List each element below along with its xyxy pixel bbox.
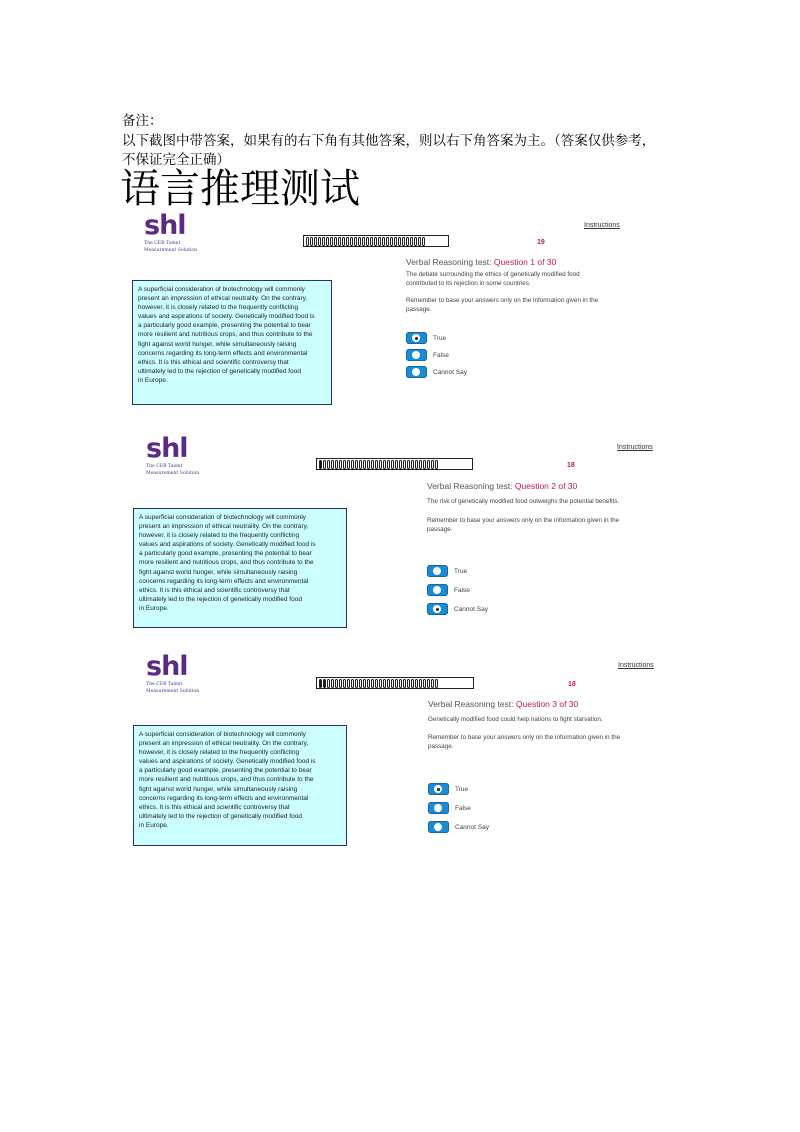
passage-line: more resilient and nutritious crops, and thus contribute to the xyxy=(138,331,313,339)
logo-wordmark: shl xyxy=(144,210,186,241)
progress-tick xyxy=(423,460,426,469)
passage-line: concerns regarding its long-term effects and environmental xyxy=(139,794,309,802)
option-label: False xyxy=(455,804,471,812)
progress-tick xyxy=(367,460,370,469)
test-name: Verbal Reasoning test: xyxy=(406,257,494,267)
progress-tick xyxy=(322,237,325,246)
progress-tick xyxy=(367,679,370,688)
instructions-link[interactable]: Instructions xyxy=(618,662,654,669)
progress-tick xyxy=(314,237,317,246)
radio-button[interactable] xyxy=(428,821,449,833)
progress-tick xyxy=(338,237,341,246)
progress-tick xyxy=(419,679,422,688)
progress-tick xyxy=(366,237,369,246)
answer-option-cannot-say[interactable] xyxy=(428,821,489,833)
radio-button[interactable] xyxy=(427,565,448,577)
progress-tick xyxy=(355,460,358,469)
radio-button[interactable] xyxy=(406,332,427,344)
progress-tick xyxy=(379,679,382,688)
option-label: Cannot Say xyxy=(454,605,488,613)
progress-tick xyxy=(378,237,381,246)
timer-value: 19 xyxy=(537,239,545,246)
progress-tick xyxy=(347,460,350,469)
passage-line: present an impression of ethical neutrality. On the contrary, xyxy=(138,295,308,303)
question-progress-bar xyxy=(316,677,474,689)
answer-option-true[interactable] xyxy=(406,332,446,344)
progress-tick xyxy=(323,679,326,688)
logo-tagline: Measurement Solution xyxy=(144,247,198,253)
option-label: False xyxy=(433,351,449,359)
question-statement xyxy=(428,715,603,724)
passage-line: however, it is closely related to the frequently conflicting xyxy=(138,304,299,312)
passage-line: ultimately led to the rejection of genetically modified food xyxy=(139,812,302,820)
progress-tick xyxy=(395,460,398,469)
logo-wordmark: shl xyxy=(146,651,188,682)
page-title: 语言推理测试 xyxy=(120,166,360,212)
reminder-text xyxy=(427,516,619,534)
progress-tick xyxy=(319,679,322,688)
progress-tick xyxy=(427,460,430,469)
timer-value: 18 xyxy=(567,462,575,469)
progress-tick xyxy=(342,237,345,246)
shl-logo xyxy=(144,212,197,253)
progress-tick xyxy=(335,679,338,688)
progress-tick xyxy=(323,460,326,469)
passage-line: more resilient and nutritious crops, and thus contribute to the xyxy=(139,776,314,784)
progress-tick xyxy=(343,460,346,469)
progress-tick xyxy=(363,679,366,688)
reminder-line: Remember to base your answers only on the information given in the xyxy=(427,517,620,524)
progress-tick xyxy=(415,679,418,688)
instructions-link[interactable]: Instructions xyxy=(617,444,653,451)
progress-tick xyxy=(435,679,438,688)
passage-line: in Europe. xyxy=(139,604,169,612)
passage-line: A superficial consideration of biotechnology will commonly xyxy=(138,286,305,293)
progress-tick xyxy=(334,237,337,246)
progress-tick xyxy=(387,460,390,469)
progress-tick xyxy=(370,237,373,246)
progress-tick xyxy=(330,237,333,246)
radio-button[interactable] xyxy=(427,584,448,596)
answer-option-true[interactable] xyxy=(428,783,468,795)
answer-option-false[interactable] xyxy=(427,584,470,596)
reminder-line: Remember to base your answers only on the information given in the xyxy=(406,297,599,304)
passage-line: values and aspirations of society. Genetically modified food is xyxy=(139,758,316,766)
progress-tick xyxy=(371,679,374,688)
progress-tick xyxy=(363,460,366,469)
progress-tick xyxy=(410,237,413,246)
option-label: Cannot Say xyxy=(455,823,489,831)
question-statement xyxy=(406,270,580,288)
question-title xyxy=(428,699,578,709)
instructions-link[interactable]: Instructions xyxy=(584,222,620,229)
progress-tick xyxy=(347,679,350,688)
progress-tick xyxy=(431,460,434,469)
progress-tick xyxy=(351,460,354,469)
progress-tick xyxy=(346,237,349,246)
progress-tick xyxy=(411,679,414,688)
progress-tick xyxy=(339,460,342,469)
shl-logo xyxy=(146,435,199,476)
passage-line: a particularly good example, presenting the potential to bear xyxy=(138,322,311,330)
progress-tick xyxy=(406,237,409,246)
progress-tick xyxy=(327,460,330,469)
passage-line: in Europe. xyxy=(138,376,168,384)
progress-tick xyxy=(395,679,398,688)
radio-button[interactable] xyxy=(428,783,449,795)
question-statement xyxy=(427,497,619,506)
passage-line: values and aspirations of society. Genetically modified food is xyxy=(138,313,315,321)
logo-tagline: The CEB Talent xyxy=(144,241,181,246)
progress-tick xyxy=(435,460,438,469)
test-screenshot xyxy=(0,653,800,873)
passage-line: concerns regarding its long-term effects and environmental xyxy=(138,349,308,357)
option-label: True xyxy=(454,567,468,575)
progress-tick xyxy=(355,679,358,688)
progress-tick xyxy=(374,237,377,246)
progress-tick xyxy=(431,679,434,688)
answer-option-false[interactable] xyxy=(406,349,449,361)
progress-tick xyxy=(415,460,418,469)
option-label: True xyxy=(455,785,469,793)
answer-option-cannot-say[interactable] xyxy=(406,366,467,378)
progress-tick xyxy=(351,679,354,688)
reminder-line: passage. xyxy=(406,306,432,313)
timer-value: 18 xyxy=(568,681,576,688)
progress-tick xyxy=(411,460,414,469)
progress-tick xyxy=(394,237,397,246)
statement-line: The debate surrounding the ethics of genetically modified food xyxy=(406,271,580,278)
question-number: Question 3 of 30 xyxy=(515,699,579,709)
progress-tick xyxy=(386,237,389,246)
progress-tick xyxy=(402,237,405,246)
test-screenshot xyxy=(0,435,800,655)
progress-tick xyxy=(403,460,406,469)
reminder-text xyxy=(428,733,620,751)
note-line: 以下截图中带答案，如果有的右下角有其他答案，则以右下角答案为主。（答案仅供参考， xyxy=(122,132,656,149)
passage-line: ethics. It is this ethical and scientific controversy that xyxy=(138,358,289,366)
passage-line: fight against world hunger, while simultaneously raising xyxy=(139,785,298,793)
logo-tagline: Measurement Solution xyxy=(146,470,200,476)
question-title xyxy=(406,257,556,267)
passage-line: ultimately led to the rejection of genetically modified food xyxy=(138,367,301,375)
progress-tick xyxy=(427,679,430,688)
radio-button[interactable] xyxy=(406,366,427,378)
question-number: Question 2 of 30 xyxy=(514,481,578,491)
progress-tick xyxy=(331,460,334,469)
answer-option-false[interactable] xyxy=(428,802,471,814)
test-name: Verbal Reasoning test: xyxy=(427,481,515,491)
reminder-line: Remember to base your answers only on the information given in the xyxy=(428,734,621,741)
progress-tick xyxy=(403,679,406,688)
passage-line: more resilient and nutritious crops, and thus contribute to the xyxy=(139,559,314,567)
logo-tagline: The CEB Talent xyxy=(146,682,183,687)
progress-tick xyxy=(318,237,321,246)
passage-line: a particularly good example, presenting the potential to bear xyxy=(139,767,312,775)
progress-tick xyxy=(362,237,365,246)
passage-line: ethics. It is this ethical and scientific controversy that xyxy=(139,586,290,594)
test-name: Verbal Reasoning test: xyxy=(428,699,516,709)
progress-tick xyxy=(375,679,378,688)
note-line: 不保证完全正确） xyxy=(122,152,230,168)
progress-tick xyxy=(375,460,378,469)
reminder-text xyxy=(406,296,598,314)
passage-line: A superficial consideration of biotechnology will commonly xyxy=(139,731,306,738)
progress-tick xyxy=(327,679,330,688)
note-block xyxy=(122,112,682,171)
radio-button[interactable] xyxy=(427,603,448,615)
reading-passage xyxy=(132,280,332,405)
answer-option-true[interactable] xyxy=(427,565,467,577)
question-number: Question 1 of 30 xyxy=(493,257,557,267)
progress-tick xyxy=(383,679,386,688)
radio-button[interactable] xyxy=(428,802,449,814)
reading-passage xyxy=(133,508,347,628)
passage-line: present an impression of ethical neutrality. On the contrary, xyxy=(139,740,309,748)
answer-option-cannot-say[interactable] xyxy=(427,603,488,615)
statement-line: contributed to its rejection in some countries. xyxy=(406,280,531,287)
progress-tick xyxy=(407,460,410,469)
progress-tick xyxy=(319,460,322,469)
passage-line: however, it is closely related to the frequently conflicting xyxy=(139,749,300,757)
progress-tick xyxy=(371,460,374,469)
option-label: True xyxy=(433,334,447,342)
progress-tick xyxy=(419,460,422,469)
progress-tick xyxy=(398,237,401,246)
passage-line: ultimately led to the rejection of genetically modified food xyxy=(139,595,302,603)
progress-tick xyxy=(343,679,346,688)
test-screenshot xyxy=(0,212,800,432)
progress-tick xyxy=(423,679,426,688)
reminder-line: passage. xyxy=(428,743,454,750)
reminder-line: passage. xyxy=(427,526,453,533)
progress-tick xyxy=(391,679,394,688)
progress-tick xyxy=(310,237,313,246)
progress-tick xyxy=(379,460,382,469)
progress-tick xyxy=(339,679,342,688)
progress-tick xyxy=(306,237,309,246)
logo-wordmark: shl xyxy=(146,433,188,464)
passage-line: a particularly good example, presenting the potential to bear xyxy=(139,550,312,558)
question-progress-bar xyxy=(303,235,449,247)
passage-line: in Europe. xyxy=(139,821,169,829)
note-label: 备注： xyxy=(122,113,163,129)
progress-tick xyxy=(407,679,410,688)
question-title xyxy=(427,481,577,491)
progress-tick xyxy=(350,237,353,246)
progress-tick xyxy=(358,237,361,246)
shl-logo xyxy=(146,653,199,694)
passage-line: A superficial consideration of biotechnology will commonly xyxy=(139,514,306,521)
statement-line: The risk of genetically modified food outweighs the potential benefits. xyxy=(427,498,620,505)
progress-tick xyxy=(335,460,338,469)
progress-tick xyxy=(354,237,357,246)
progress-tick xyxy=(359,679,362,688)
progress-tick xyxy=(418,237,421,246)
logo-tagline: The CEB Talent xyxy=(146,464,183,469)
progress-tick xyxy=(391,460,394,469)
progress-tick xyxy=(326,237,329,246)
progress-tick xyxy=(399,460,402,469)
reading-passage xyxy=(133,725,347,846)
passage-line: however, it is closely related to the frequently conflicting xyxy=(139,532,300,540)
progress-tick xyxy=(359,460,362,469)
progress-tick xyxy=(414,237,417,246)
passage-line: ethics. It is this ethical and scientific controversy that xyxy=(139,803,290,811)
progress-tick xyxy=(387,679,390,688)
passage-line: fight against world hunger, while simultaneously raising xyxy=(138,340,297,348)
logo-tagline: Measurement Solution xyxy=(146,688,200,694)
progress-tick xyxy=(422,237,425,246)
question-progress-bar xyxy=(316,458,473,470)
progress-tick xyxy=(399,679,402,688)
passage-line: fight against world hunger, while simultaneously raising xyxy=(139,568,298,576)
option-label: False xyxy=(454,586,470,594)
progress-tick xyxy=(383,460,386,469)
statement-line: Genetically modified food could help nations to fight starvation. xyxy=(428,716,603,723)
passage-line: values and aspirations of society. Genetically modified food is xyxy=(139,541,316,549)
passage-line: concerns regarding its long-term effects and environmental xyxy=(139,577,309,585)
option-label: Cannot Say xyxy=(433,368,467,376)
progress-tick xyxy=(331,679,334,688)
radio-button[interactable] xyxy=(406,349,427,361)
progress-tick xyxy=(382,237,385,246)
progress-tick xyxy=(390,237,393,246)
passage-line: present an impression of ethical neutrality. On the contrary, xyxy=(139,523,309,531)
